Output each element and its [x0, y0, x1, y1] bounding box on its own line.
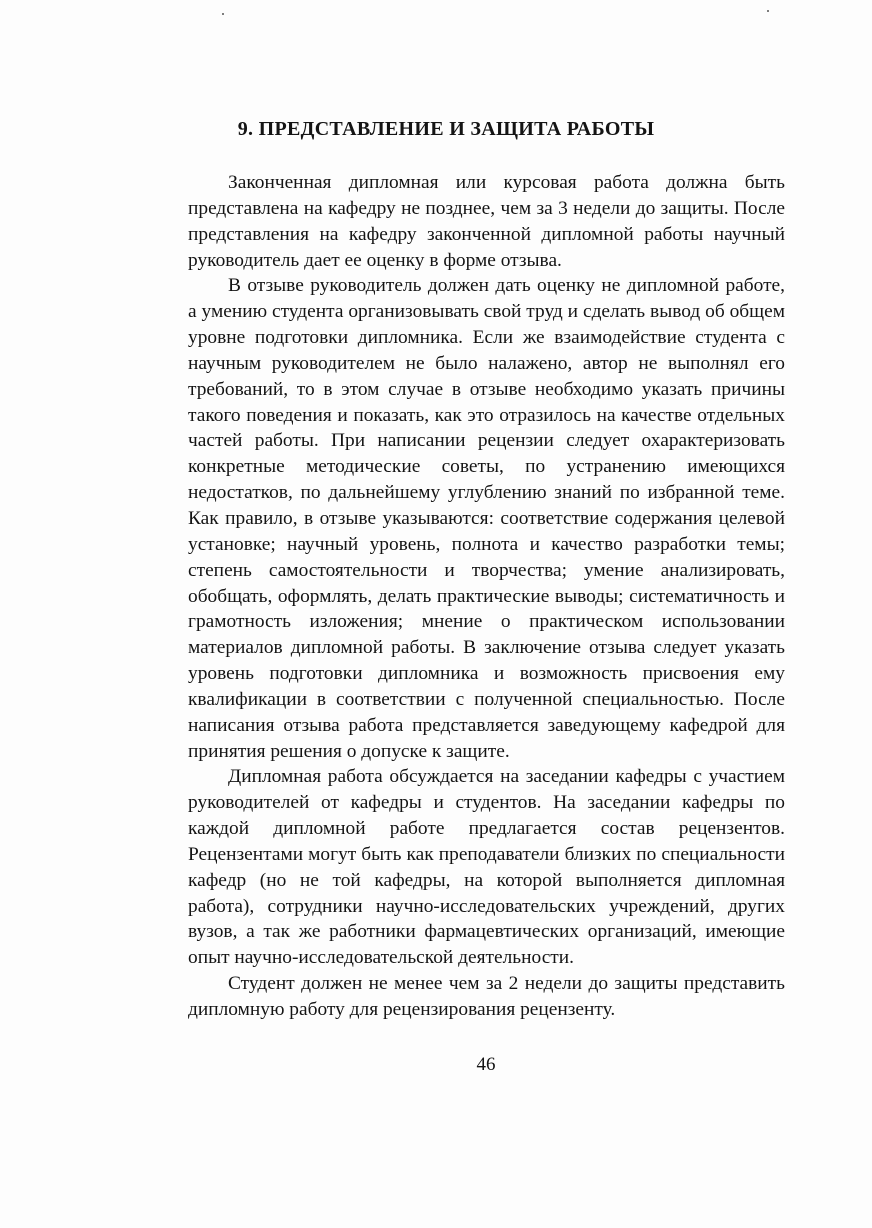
section-title: 9. ПРЕДСТАВЛЕНИЕ И ЗАЩИТА РАБОТЫ — [237, 118, 655, 140]
scan-speck — [222, 13, 224, 15]
paragraph: В отзыве руководитель должен дать оценку не дипломной работе, а умению студента организовывать свой труд и сделать вывод об общем уровне подготовки дипломника. Если же взаимодействие студента с научным руководителем не было налажено, автор не выполнял его требований, то в этом случае в отзыве необходимо указать причины такого поведения и показать, как это отразилось на качестве отдельных частей работы. При написании рецензии следует охарактеризовать конкретные методические советы, по устранению имеющихся недостатков, по дальнейшему углублению знаний по избранной теме. Как правило, в отзыве указываются: соответствие содержания целевой установке; научный уровень, полнота и качество разработки темы; степень самостоятельности и творчества; умение анализировать, обобщать, оформлять, делать практические выводы; систематичность и грамотность изложения; мнение о практическом использовании материалов дипломной работы. В заключение отзыва следует указать уровень подготовки дипломника и возможность присвоения ему квалификации в соответствии с полученной специальностью. После написания отзыва работа представляется заведующему кафедрой для принятия решения о допуске к защите. — [188, 275, 785, 762]
paragraph: Дипломная работа обсуждается на заседании кафедры с участием руководителей от кафедры и студентов. На заседании кафедры по каждой дипломной работе предлагается состав рецензентов. Рецензентами могут быть как преподаватели близких по специальности кафедр (но не той кафедры, на которой выполняется дипломная работа), сотрудники научно-исследовательских учреждений, других вузов, а так же работники фармацевтических организаций, имеющие опыт научно-исследовательской деятельности. — [188, 766, 785, 969]
page-number: 46 — [476, 1054, 496, 1075]
paragraph: Законченная дипломная или курсовая работа должна быть представлена на кафедру не позднее, чем за 3 недели до защиты. После представления на кафедру законченной дипломной работы научный руководитель дает ее оценку в форме отзыва. — [188, 172, 785, 271]
paragraph: Студент должен не менее чем за 2 недели до защиты представить дипломную работу для рецензирования рецензенту. — [188, 973, 785, 1020]
scan-speck — [767, 10, 769, 12]
body-text — [188, 170, 785, 1023]
